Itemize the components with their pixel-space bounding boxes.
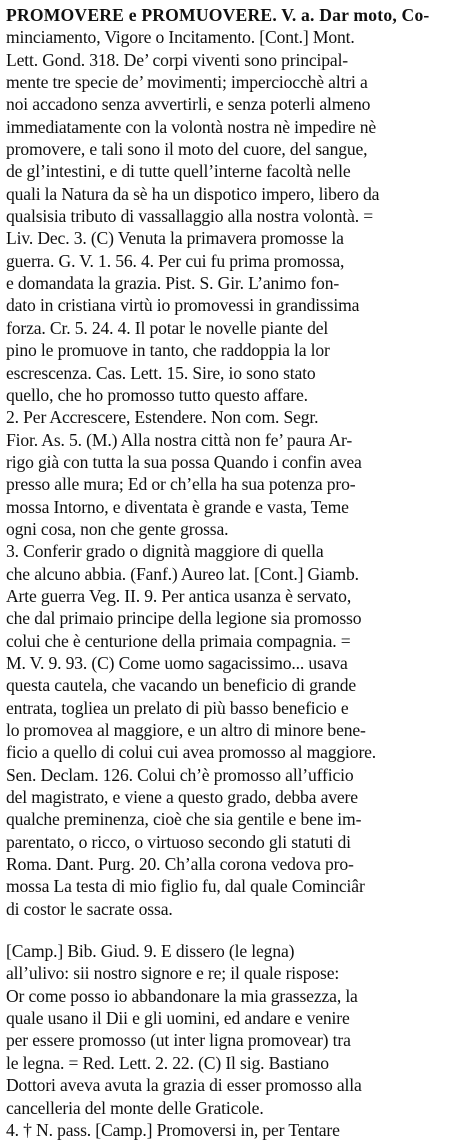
text-line: quale usano il Dii e gli uomini, ed andare e venire <box>6 1008 350 1029</box>
text-line: noi accadono senza avvertirli, e senza poterli almeno <box>6 94 371 115</box>
text-line: Liv. Dec. 3. (C) Venuta la primavera promosse la <box>6 228 344 249</box>
text-line: minciamento, Vigore o Incitamento. [Cont.] Mont. <box>6 27 355 48</box>
text-line: per essere promosso (ut inter ligna promovear) tra <box>6 1030 351 1051</box>
text-line: del magistrato, e viene a questo grado, debba avere <box>6 787 358 808</box>
text-line: presso alle mura; Ed or ch’ella ha sua potenza pro- <box>6 474 356 495</box>
text-line: cancelleria del monte delle Graticole. <box>6 1097 264 1118</box>
text-line: mossa Intorno, e diventata è grande e vasta, Teme <box>6 496 349 517</box>
text-line: promovere, e tali sono il moto del cuore, del sangue, <box>6 139 368 160</box>
text-line: M. V. 9. 93. (C) Come uomo sagacissimo... usava <box>6 652 348 673</box>
text-line: Roma. Dant. Purg. 20. Ch’alla corona vedova pro- <box>6 854 354 875</box>
text-line: qualche preminenza, cioè che sia gentile e bene im- <box>6 809 362 830</box>
text-line: parentato, o ricco, o virtuoso secondo gli statuti di <box>6 831 351 852</box>
text-line: colui che è centurione della primaia compagnia. = <box>6 630 351 651</box>
text-line: de gl’intestini, e di tutte quell’interne facoltà nelle <box>6 161 351 182</box>
text-line: forza. Cr. 5. 24. 4. Il potar le novelle piante del <box>6 317 329 338</box>
paragraph-gap <box>6 920 467 940</box>
text-line: Arte guerra Veg. II. 9. Per antica usanza è servato, <box>6 585 352 606</box>
text-line: quello, che ho promosso tutto questo affare. <box>6 384 308 405</box>
text-line: ogni cosa, non che gente grossa. <box>6 518 229 539</box>
text-line: di costor le sacrate ossa. <box>6 898 173 919</box>
text-line: questa cautela, che vacando un beneficio di grande <box>6 675 357 696</box>
text-line: guerra. G. V. 1. 56. 4. Per cui fu prima promossa, <box>6 250 345 271</box>
text-line: dato in cristiana virtù io promovessi in grandissima <box>6 295 360 316</box>
text-line: Dottori aveva avuta la grazia di esser promosso alla <box>6 1075 362 1096</box>
text-line: Fior. As. 5. (M.) Alla nostra città non fe’ paura Ar- <box>6 429 353 450</box>
text-line: entrata, togliea un prelato di più basso beneficio e <box>6 697 349 718</box>
text-line: escrescenza. Cas. Lett. 15. Sire, io sono stato <box>6 362 316 383</box>
sense-4-line: 4. † N. pass. [Camp.] Promoversi in, per Tentare <box>6 1119 340 1140</box>
text-line: quali la Natura da sè ha un dispotico impero, libero da <box>6 183 380 204</box>
text-line: Or come posso io abbandonare la mia grassezza, la <box>6 985 358 1006</box>
text-line: ficio a quello di colui cui avea promosso al maggiore. <box>6 742 377 763</box>
text-line: rigo già con tutta la sua possa Quando i confin avea <box>6 451 362 472</box>
text-line: lo promovea al maggiore, e un altro di minore bene- <box>6 720 366 740</box>
text-line: mossa La testa di mio figlio fu, dal quale Cominciâr <box>6 876 365 897</box>
text-line: immediatamente con la volontà nostra nè impedire nè <box>6 116 376 137</box>
text-line: pino le promuove in tanto, che raddoppia la lor <box>6 340 330 361</box>
sense-2-line: 2. Per Accrescere, Estendere. Non com. Segr. <box>6 407 319 428</box>
text-line: qualsisia tributo di vassallaggio alla nostra volontà. = <box>6 206 374 227</box>
text-line: che alcuno abbia. (Fanf.) Aureo lat. [Cont.] Giamb. <box>6 563 359 584</box>
text-line: Lett. Gond. 318. De’ corpi viventi sono principal- <box>6 49 349 70</box>
text-line: che dal primaio principe della legione sia promosso <box>6 608 362 629</box>
text-line: mente tre specie de’ movimenti; imperciocchè altri a <box>6 72 368 93</box>
text-line: [Camp.] Bib. Giud. 9. E dissero (le legna) <box>6 941 295 962</box>
entry-headline: PROMOVERE e PROMUOVERE. V. a. Dar moto, Co- <box>6 5 430 25</box>
sense-3-line: 3. Conferir grado o dignità maggiore di quella <box>6 541 324 562</box>
text-line: le legna. = Red. Lett. 2. 22. (C) Il sig. Bastiano <box>6 1052 329 1073</box>
text-line: all’ulivo: sii nostro signore e re; il quale rispose: <box>6 963 340 984</box>
text-line: Sen. Declam. 126. Colui ch’è promosso all’ufficio <box>6 764 354 785</box>
text-line: e domandata la grazia. Pist. S. Gir. L’animo fon- <box>6 273 340 294</box>
